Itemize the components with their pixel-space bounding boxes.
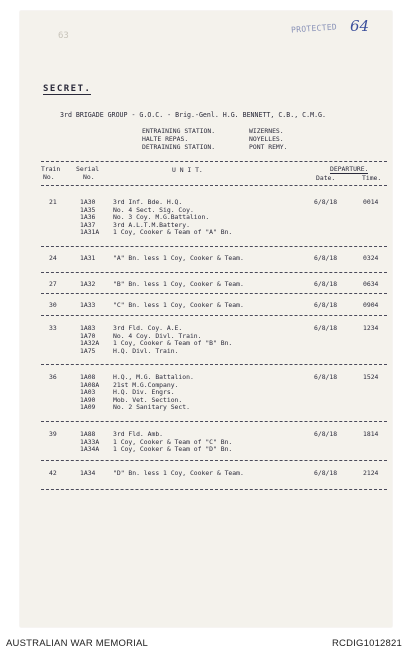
row-divider [41,272,387,273]
train-number: 27 [49,280,57,288]
unit-name: 21st M.G.Company. [113,380,179,389]
document-title: 3rd BRIGADE GROUP - G.O.C. - Brig.-Genl. H.G. BENNETT, C.B., C.M.G. [60,111,326,119]
departure-date: 6/8/18 [314,254,338,262]
departure-date: 6/8/18 [314,430,338,438]
row-divider [41,364,387,365]
departure-time: 1814 [363,430,379,438]
station-value: NOYELLES. [249,135,284,143]
departure-date: 6/8/18 [314,301,338,309]
serial-number: 1A30 [80,198,96,206]
serial-number: 1A31A [80,228,100,236]
handwritten-page-number: 64 [350,17,370,35]
departure-date: 6/8/18 [314,324,338,332]
unit-name: 1 Coy, Cooker & Team of "D" Bn. [113,445,233,453]
station-value: PONT REMY. [249,143,288,151]
archive-stamp: PROTECTED [290,22,338,35]
row-divider [41,421,387,422]
header-serial-no: No. [83,173,95,181]
serial-number: 1A75 [80,346,96,355]
serial-number: 1A08A [80,380,100,389]
header-departure: DEPARTURE. [330,165,369,173]
unit-name: H.Q. Div. Engrs. [113,388,175,396]
serial-number: 1A35 [80,205,96,214]
train-number: 21 [49,198,57,206]
departure-time: 0324 [363,254,379,262]
unit-name: No. 4 Sect. Sig. Coy. [113,205,194,214]
station-label: HALTE REPAS. [142,135,189,143]
serial-number: 1A37 [80,220,96,229]
serial-number: 1A32 [80,280,96,288]
departure-time: 2124 [363,469,379,477]
unit-name: 1 Coy, Cooker & Team of "A" Bn. [113,228,233,236]
footer-institution: AUSTRALIAN WAR MEMORIAL [6,638,149,649]
train-number: 42 [49,469,57,477]
departure-time: 0014 [363,198,379,206]
unit-name: 3rd Inf. Bde. H.Q. [113,198,183,206]
train-number: 30 [49,301,57,309]
unit-name: H.Q., M.G. Battalion. [113,373,194,381]
station-value: WIZERNES. [249,127,284,135]
unit-name: No. 2 Sanitary Sect. [113,403,190,411]
unit-name: 1 Coy, Cooker & Team of "B" Bn. [113,339,233,347]
serial-number: 1A33 [80,301,96,309]
departure-time: 1234 [363,324,379,332]
station-label: ENTRAINING STATION. [142,127,216,135]
unit-name: "C" Bn. less 1 Coy, Cooker & Team. [113,301,244,309]
serial-number: 1A31 [80,254,96,262]
header-train-no: No. [43,173,55,181]
row-divider [41,315,387,316]
unit-name: "B" Bn. less 1 Coy, Cooker & Team. [113,280,244,288]
footer-reference: RCDIG1012821 [332,638,402,649]
row-divider [41,246,387,247]
departure-time: 0904 [363,301,379,309]
header-date: Date. [316,174,336,182]
header-unit: U N I T. [172,166,203,174]
unit-name: No. 3 Coy. M.G.Battalion. [113,213,210,221]
train-number: 39 [49,430,57,438]
unit-name: Mob. Vet. Section. [113,395,183,404]
header-time: Time. [362,174,382,182]
departure-date: 6/8/18 [314,469,338,477]
departure-time: 1524 [363,373,379,381]
header-rule [41,185,387,186]
serial-number: 1A33A [80,437,100,446]
train-number: 36 [49,373,57,381]
serial-number: 1A83 [80,324,96,332]
train-number: 24 [49,254,57,262]
unit-name: 3rd Fld. Amb. [113,430,164,438]
unit-name: No. 4 Coy. Divl. Train. [113,331,202,340]
train-number: 33 [49,324,57,332]
row-divider [41,293,387,294]
serial-number: 1A34A [80,445,100,453]
faint-page-number: 63 [58,31,69,41]
serial-number: 1A09 [80,403,96,411]
classification-heading: SECRET. [43,84,92,94]
serial-number: 1A88 [80,430,96,438]
departure-date: 6/8/18 [314,373,338,381]
header-train: Train [41,165,61,173]
unit-name: 3rd A.L.T.M.Battery. [113,220,190,229]
serial-number: 1A32A [80,339,100,347]
row-divider [41,489,387,490]
departure-date: 6/8/18 [314,198,338,206]
unit-name: 3rd Fld. Coy. A.E. [113,324,183,332]
serial-number: 1A70 [80,331,96,340]
row-divider [41,460,387,461]
serial-number: 1A08 [80,373,96,381]
unit-name: "A" Bn. less 1 Coy, Cooker & Team. [113,254,244,262]
table-top-rule [41,161,387,162]
serial-number: 1A90 [80,395,96,404]
station-label: DETRAINING STATION. [142,143,216,151]
serial-number: 1A03 [80,388,96,396]
document-page [20,11,392,627]
departure-time: 0634 [363,280,379,288]
header-serial: Serial [76,165,100,173]
unit-name: 1 Coy, Cooker & Team of "C" Bn. [113,437,233,446]
departure-date: 6/8/18 [314,280,338,288]
unit-name: H.Q. Divl. Train. [113,346,179,355]
serial-number: 1A34 [80,469,96,477]
unit-name: "D" Bn. less 1 Coy, Cooker & Team. [113,469,244,477]
serial-number: 1A36 [80,213,96,221]
